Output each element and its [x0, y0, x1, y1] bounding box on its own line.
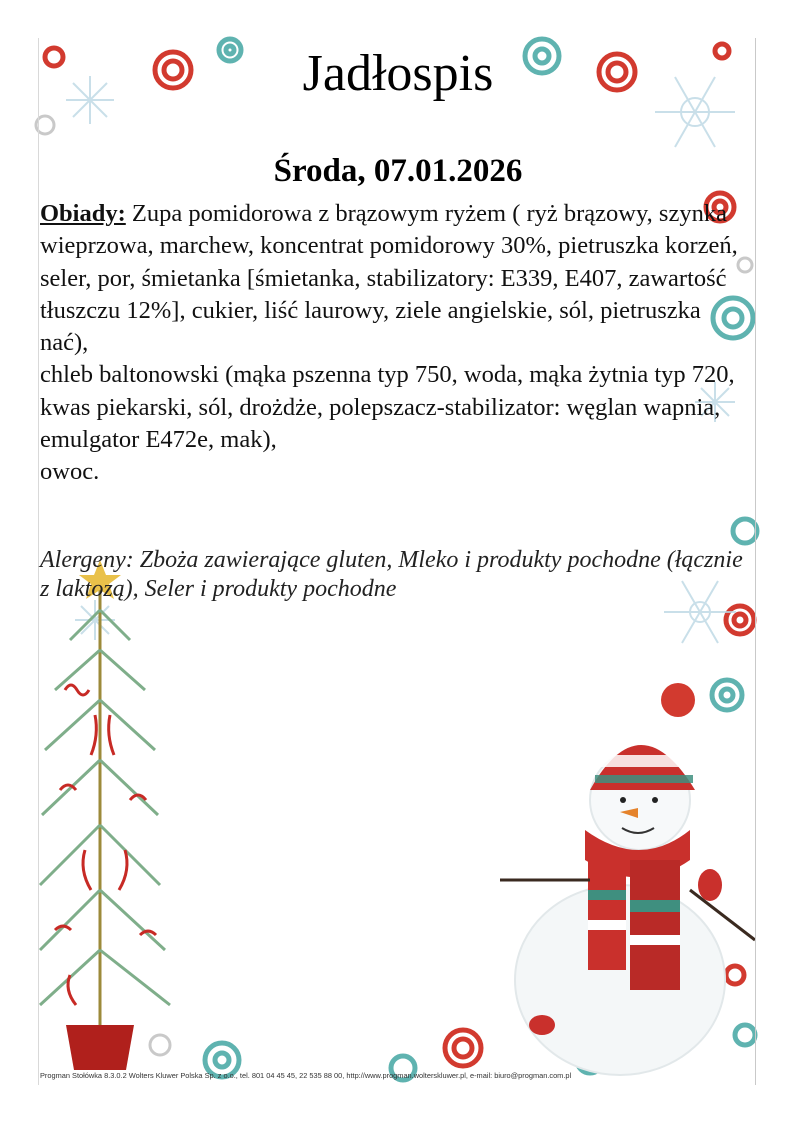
meal-item-bread: chleb baltonowski (mąka pszenna typ 750, woda, mąka żytnia typ 720, kwas piekarski, sól, drożdże, polepszacz-stabilizator: węglan wapnia, emulgator E472e, mak), [40, 361, 735, 454]
menu-day-heading: Środa, 07.01.2026 [273, 153, 523, 189]
snowman [500, 683, 755, 1075]
page-title: Jadłospis [302, 45, 494, 102]
allergens-note: Alergeny: Zboża zawierające gluten, Mleko i produkty pochodne (łącznie z laktozą), Seler i produkty pochodne [40, 547, 743, 602]
meal-item-fruit: owoc. [40, 458, 100, 486]
footer-text: Progman Stołówka 8.3.0.2 Wolters Kluwer Polska Sp. z o.o., tel. 801 04 45 45, 22 535 88 00, http://www.progman.wolterskluwer.pl, e-mail: biuro@progman.com.pl [40, 1071, 572, 1080]
meal-section [40, 198, 740, 489]
meal-item-soup: Zupa pomidorowa z brązowym ryżem ( ryż brązowy, szynka wieprzowa, marchew, koncentrat pomidorowy 30%, pietruszka korzeń, seler, por, śmietanka [śmietanka, stabilizatory: E339, E407, zawartość tłuszczu 12%], cukier, liść laurowy, ziele angielskie, sól, pietruszka nać), [40, 200, 738, 357]
meal-label: Obiady: [40, 200, 126, 227]
christmas-tree [40, 560, 170, 1070]
page-border-left [38, 38, 39, 1085]
